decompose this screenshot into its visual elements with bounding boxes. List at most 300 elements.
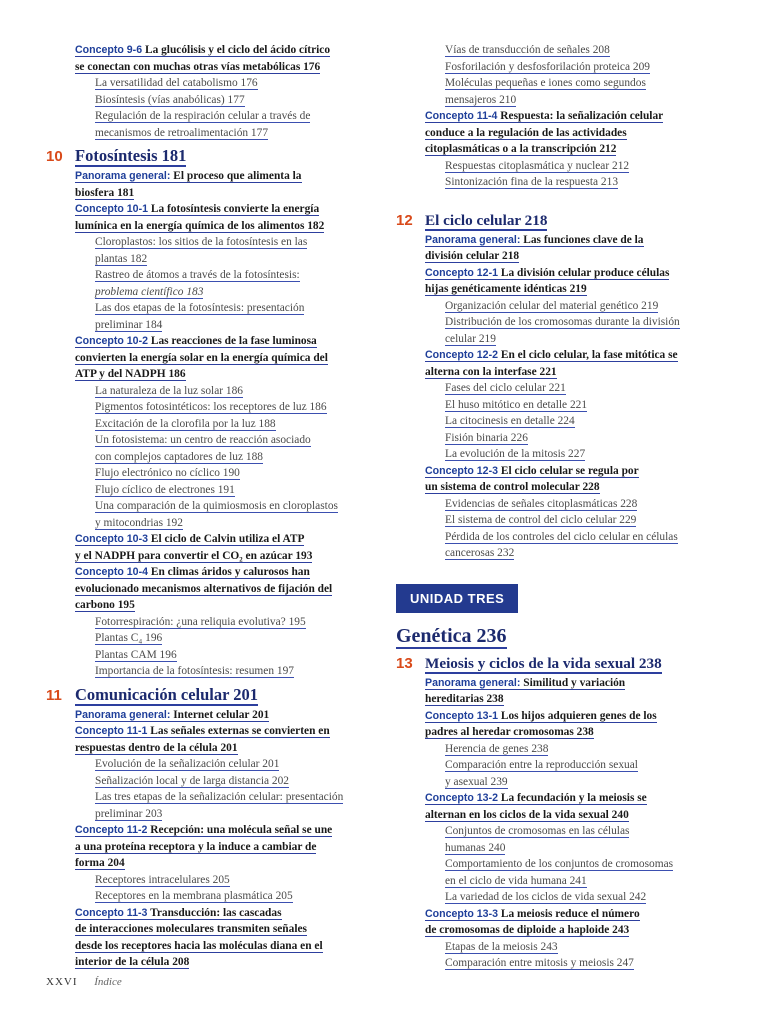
concept-text[interactable]: conduce a la regulación de las actividades xyxy=(425,126,627,139)
subtopic-link[interactable] xyxy=(95,451,263,464)
subtopic-entry-line[interactable] xyxy=(46,383,366,400)
concept-text[interactable]: ATP y del NADPH 186 xyxy=(75,368,186,380)
subtopic-entry-line[interactable] xyxy=(46,317,366,334)
subtopic-text[interactable]: Biosíntesis (vías anabólicas) 177 xyxy=(95,93,245,106)
concept-entry-line[interactable] xyxy=(396,347,716,364)
concept-text[interactable]: se conectan con muchas otras vías metabólicas 176 xyxy=(75,60,321,73)
subtopic-entry-line[interactable] xyxy=(396,446,716,463)
concept-text[interactable]: respuestas dentro de la célula 201 xyxy=(75,741,238,754)
concept-link[interactable] xyxy=(425,924,629,937)
subtopic-entry-line[interactable] xyxy=(396,840,716,857)
subtopic-text[interactable]: El huso mitótico en detalle 221 xyxy=(445,398,588,411)
concept-link[interactable] xyxy=(75,335,317,348)
subtopic-text[interactable]: La versatilidad del catabolismo 176 xyxy=(95,77,258,89)
subtopic-entry-line[interactable] xyxy=(396,873,716,890)
concept-text[interactable]: La división celular produce células xyxy=(500,266,670,279)
subtopic-link[interactable] xyxy=(445,825,629,838)
subtopic-text[interactable]: La citocinesis en detalle 224 xyxy=(445,415,575,427)
subtopic-entry-line[interactable] xyxy=(396,955,716,972)
subtopic-text[interactable]: Organización celular del material genético 219 xyxy=(445,299,659,312)
concept-link[interactable] xyxy=(425,710,657,723)
chapter-title[interactable]: Comunicación celular 201 xyxy=(75,684,259,704)
subtopic-text[interactable]: Pigmentos fotosintéticos: los receptores de luz 186 xyxy=(95,401,327,413)
concept-entry-line[interactable] xyxy=(46,740,366,757)
concept-link[interactable] xyxy=(75,368,186,381)
subtopic-entry-line[interactable] xyxy=(396,75,716,92)
concept-link[interactable] xyxy=(75,566,310,579)
subtopic-link[interactable] xyxy=(445,316,680,329)
subtopic-link[interactable] xyxy=(95,665,294,678)
subtopic-text[interactable]: Comportamiento de los conjuntos de cromosomas xyxy=(445,858,674,870)
subtopic-text[interactable]: Distribución de los cromosomas durante la división xyxy=(445,316,680,328)
concept-text[interactable]: Similitud y variación xyxy=(523,676,626,689)
subtopic-link[interactable] xyxy=(95,286,203,299)
concept-label[interactable]: Concepto 11-1 xyxy=(75,725,148,737)
subtopic-link[interactable] xyxy=(95,269,300,282)
subtopic-link[interactable] xyxy=(95,418,276,431)
concept-text[interactable]: alternan en los ciclos de la vida sexual 240 xyxy=(425,808,629,821)
subtopic-link[interactable] xyxy=(445,776,508,789)
subtopic-text[interactable]: Las tres etapas de la señalización celular: presentación xyxy=(95,791,344,803)
subtopic-link[interactable] xyxy=(445,547,514,560)
concept-text[interactable]: forma 204 xyxy=(75,857,125,869)
chapter-heading[interactable] xyxy=(396,652,716,675)
concept-entry-line[interactable] xyxy=(396,281,716,298)
chapter-heading[interactable] xyxy=(46,684,366,707)
subtopic-link[interactable] xyxy=(445,44,610,57)
concept-link[interactable] xyxy=(425,693,504,706)
concept-entry-line[interactable] xyxy=(46,954,366,971)
concept-label[interactable]: Concepto 12-2 xyxy=(425,349,498,361)
concept-label[interactable]: Panorama general: xyxy=(425,676,521,689)
concept-entry-line[interactable] xyxy=(46,366,366,383)
subtopic-text[interactable]: en el ciclo de vida humana 241 xyxy=(445,874,587,887)
subtopic-text[interactable]: Respuestas citoplasmática y nuclear 212 xyxy=(445,159,630,172)
concept-text[interactable]: El ciclo de Calvin utiliza el ATP xyxy=(150,533,305,545)
concept-text[interactable]: lumínica en la energía química de los alimentos 182 xyxy=(75,219,325,232)
subtopic-text[interactable]: Pérdida de los controles del ciclo celular en células xyxy=(445,530,678,543)
concept-link[interactable] xyxy=(75,533,304,546)
concept-text[interactable]: y el NADPH para convertir el CO₂ en azúcar 193 xyxy=(75,549,313,562)
concept-link[interactable] xyxy=(75,841,316,854)
chapter-title[interactable]: Fotosíntesis 181 xyxy=(75,146,187,165)
chapter-heading[interactable] xyxy=(46,145,366,168)
concept-label[interactable]: Concepto 10-3 xyxy=(75,533,148,545)
subtopic-entry-line[interactable] xyxy=(46,756,366,773)
subtopic-text[interactable]: Importancia de la fotosíntesis: resumen 197 xyxy=(95,665,294,677)
concept-entry-line[interactable] xyxy=(396,479,716,496)
subtopic-text[interactable]: problema científico 183 xyxy=(95,285,204,298)
subtopic-link[interactable] xyxy=(95,253,147,266)
subtopic-text[interactable]: cancerosas 232 xyxy=(445,547,515,559)
subtopic-entry-line[interactable] xyxy=(46,614,366,631)
concept-text[interactable]: El proceso que alimenta la xyxy=(173,170,302,182)
subtopic-entry-line[interactable] xyxy=(396,59,716,76)
subtopic-entry-line[interactable] xyxy=(46,125,366,142)
concept-link[interactable] xyxy=(75,61,320,74)
concept-entry-line[interactable] xyxy=(46,531,366,548)
subtopic-text[interactable]: Conjuntos de cromosomas en las células xyxy=(445,825,630,837)
concept-label[interactable]: Concepto 10-2 xyxy=(75,335,148,347)
concept-text[interactable]: convierten la energía solar en la energía química del xyxy=(75,351,328,364)
concept-label[interactable]: Concepto 13-2 xyxy=(425,792,498,804)
subtopic-link[interactable] xyxy=(445,77,646,90)
subtopic-text[interactable]: Fosforilación y desfosforilación proteica 209 xyxy=(445,60,650,73)
subtopic-entry-line[interactable] xyxy=(396,757,716,774)
subtopic-entry-line[interactable] xyxy=(46,108,366,125)
concept-entry-line[interactable] xyxy=(396,790,716,807)
subtopic-text[interactable]: Etapas de la meiosis 243 xyxy=(445,940,558,953)
concept-entry-line[interactable] xyxy=(396,807,716,824)
subtopic-link[interactable] xyxy=(95,434,311,447)
concept-link[interactable] xyxy=(75,824,332,837)
concept-label[interactable]: Panorama general: xyxy=(75,170,171,182)
subtopic-link[interactable] xyxy=(95,302,304,315)
concept-entry-line[interactable] xyxy=(396,248,716,265)
concept-entry-line[interactable] xyxy=(46,59,366,76)
concept-link[interactable] xyxy=(75,220,324,233)
subtopic-entry-line[interactable] xyxy=(396,774,716,791)
concept-entry-line[interactable] xyxy=(46,185,366,202)
subtopic-entry-line[interactable] xyxy=(46,789,366,806)
subtopic-text[interactable]: Las dos etapas de la fotosíntesis: presentación xyxy=(95,302,305,314)
subtopic-entry-line[interactable] xyxy=(46,773,366,790)
concept-label[interactable]: Concepto 11-2 xyxy=(75,824,148,836)
subtopic-link[interactable] xyxy=(445,448,585,461)
subtopic-entry-line[interactable] xyxy=(46,251,366,268)
concept-link[interactable] xyxy=(75,923,307,936)
subtopic-entry-line[interactable] xyxy=(46,630,366,647)
subtopic-text[interactable]: Sintonización fina de la respuesta 213 xyxy=(445,176,619,188)
subtopic-link[interactable] xyxy=(95,484,235,497)
concept-link[interactable] xyxy=(75,599,135,612)
concept-entry-line[interactable] xyxy=(46,597,366,614)
concept-entry-line[interactable] xyxy=(396,724,716,741)
subtopic-link[interactable] xyxy=(95,890,293,903)
concept-link[interactable] xyxy=(75,352,328,365)
concept-link[interactable] xyxy=(75,857,125,870)
concept-text[interactable]: Las reacciones de la fase luminosa xyxy=(150,335,317,347)
subtopic-text[interactable]: El sistema de control del ciclo celular 229 xyxy=(445,514,637,526)
concept-label[interactable]: Concepto 12-1 xyxy=(425,266,498,279)
chapter-title[interactable]: Meiosis y ciclos de la vida sexual 238 xyxy=(425,654,662,672)
concept-text[interactable]: padres al heredar cromosomas 238 xyxy=(425,726,594,738)
subtopic-link[interactable] xyxy=(95,77,258,90)
subtopic-text[interactable]: Excitación de la clorofila por la luz 188 xyxy=(95,417,276,430)
subtopic-text[interactable]: Fotorrespiración: ¿una reliquia evolutiva? 195 xyxy=(95,615,306,628)
subtopic-entry-line[interactable] xyxy=(396,174,716,191)
subtopic-entry-line[interactable] xyxy=(46,806,366,823)
subtopic-entry-line[interactable] xyxy=(396,331,716,348)
concept-label[interactable]: Concepto 13-1 xyxy=(425,709,498,722)
subtopic-text[interactable]: Vías de transducción de señales 208 xyxy=(445,44,610,56)
subtopic-link[interactable] xyxy=(445,842,505,855)
subtopic-link[interactable] xyxy=(445,957,634,970)
concept-entry-line[interactable] xyxy=(396,108,716,125)
subtopic-entry-line[interactable] xyxy=(46,888,366,905)
subtopic-entry-line[interactable] xyxy=(46,284,366,301)
concept-text[interactable]: un sistema de control molecular 228 xyxy=(425,481,600,493)
subtopic-link[interactable] xyxy=(95,874,230,887)
subtopic-entry-line[interactable] xyxy=(396,380,716,397)
subtopic-entry-line[interactable] xyxy=(396,512,716,529)
subtopic-link[interactable] xyxy=(445,300,658,313)
subtopic-entry-line[interactable] xyxy=(396,314,716,331)
subtopic-entry-line[interactable] xyxy=(46,515,366,532)
subtopic-text[interactable]: con complejos captadores de luz 188 xyxy=(95,450,263,463)
concept-entry-line[interactable] xyxy=(46,839,366,856)
concept-text[interactable]: En el ciclo celular, la fase mitótica se xyxy=(500,349,678,361)
subtopic-link[interactable] xyxy=(445,160,629,173)
subtopic-link[interactable] xyxy=(95,319,162,332)
concept-entry-line[interactable] xyxy=(396,675,716,692)
subtopic-entry-line[interactable] xyxy=(46,482,366,499)
subtopic-entry-line[interactable] xyxy=(396,42,716,59)
concept-label[interactable]: Concepto 13-3 xyxy=(425,907,498,920)
concept-link[interactable] xyxy=(425,908,640,921)
subtopic-link[interactable] xyxy=(95,758,279,771)
concept-text[interactable]: La fecundación y la meiosis se xyxy=(500,792,647,804)
concept-text[interactable]: Las funciones clave de la xyxy=(523,233,644,246)
concept-entry-line[interactable] xyxy=(46,707,366,724)
subtopic-entry-line[interactable] xyxy=(396,158,716,175)
subtopic-link[interactable] xyxy=(95,775,289,788)
subtopic-entry-line[interactable] xyxy=(46,449,366,466)
subtopic-link[interactable] xyxy=(95,632,162,645)
concept-entry-line[interactable] xyxy=(46,921,366,938)
concept-entry-line[interactable] xyxy=(46,333,366,350)
subtopic-entry-line[interactable] xyxy=(46,872,366,889)
subtopic-link[interactable] xyxy=(445,498,637,511)
subtopic-link[interactable] xyxy=(95,110,310,123)
concept-entry-line[interactable] xyxy=(46,564,366,581)
concept-text[interactable]: desde los receptores hacia las moléculas diana en el xyxy=(75,939,323,952)
subtopic-text[interactable]: Regulación de la respiración celular a través de xyxy=(95,110,311,122)
concept-entry-line[interactable] xyxy=(396,906,716,923)
concept-text[interactable]: citoplasmáticas o a la transcripción 212 xyxy=(425,143,617,155)
subtopic-link[interactable] xyxy=(95,467,240,480)
concept-entry-line[interactable] xyxy=(46,42,366,59)
subtopic-entry-line[interactable] xyxy=(46,267,366,284)
concept-link[interactable] xyxy=(425,250,519,263)
concept-link[interactable] xyxy=(425,234,644,247)
subtopic-text[interactable]: Fases del ciclo celular 221 xyxy=(445,382,566,394)
subtopic-entry-line[interactable] xyxy=(396,413,716,430)
subtopic-entry-line[interactable] xyxy=(396,298,716,315)
concept-label[interactable]: Concepto 9-6 xyxy=(75,44,143,56)
subtopic-link[interactable] xyxy=(445,94,516,107)
chapter-heading[interactable] xyxy=(396,209,716,232)
subtopic-link[interactable] xyxy=(445,531,678,544)
subtopic-entry-line[interactable] xyxy=(46,432,366,449)
concept-entry-line[interactable] xyxy=(46,822,366,839)
concept-label[interactable]: Panorama general: xyxy=(75,708,171,721)
subtopic-text[interactable]: plantas 182 xyxy=(95,252,148,265)
concept-entry-line[interactable] xyxy=(46,350,366,367)
subtopic-text[interactable]: preliminar 184 xyxy=(95,318,163,331)
concept-entry-line[interactable] xyxy=(396,922,716,939)
concept-link[interactable] xyxy=(75,550,312,563)
concept-link[interactable] xyxy=(75,956,189,969)
concept-text[interactable]: alterna con la interfase 221 xyxy=(425,365,557,378)
subtopic-link[interactable] xyxy=(445,61,650,74)
concept-entry-line[interactable] xyxy=(46,855,366,872)
concept-label[interactable]: Concepto 12-3 xyxy=(425,464,498,477)
subtopic-text[interactable]: Una comparación de la quimiosmosis en cloroplastos xyxy=(95,500,338,512)
concept-link[interactable] xyxy=(425,127,627,140)
concept-entry-line[interactable] xyxy=(46,905,366,922)
subtopic-text[interactable]: Receptores intracelulares 205 xyxy=(95,873,230,886)
subtopic-text[interactable]: y mitocondrias 192 xyxy=(95,516,183,529)
subtopic-link[interactable] xyxy=(95,616,306,629)
subtopic-link[interactable] xyxy=(445,399,587,412)
subtopic-entry-line[interactable] xyxy=(396,397,716,414)
concept-text[interactable]: hereditarias 238 xyxy=(425,693,504,705)
concept-label[interactable]: Concepto 10-4 xyxy=(75,566,148,578)
subtopic-link[interactable] xyxy=(95,500,338,513)
subtopic-entry-line[interactable] xyxy=(396,741,716,758)
subtopic-text[interactable]: Cloroplastos: los sitios de la fotosíntesis en las xyxy=(95,236,308,248)
concept-link[interactable] xyxy=(425,809,629,822)
concept-link[interactable] xyxy=(75,742,238,755)
subtopic-text[interactable]: Un fotosistema: un centro de reacción asociado xyxy=(95,434,311,446)
subtopic-link[interactable] xyxy=(95,517,183,530)
subtopic-entry-line[interactable] xyxy=(46,234,366,251)
concept-label[interactable]: Concepto 11-4 xyxy=(425,110,498,122)
concept-text[interactable]: biosfera 181 xyxy=(75,186,135,199)
subtopic-text[interactable]: La naturaleza de la luz solar 186 xyxy=(95,384,244,397)
concept-link[interactable] xyxy=(425,366,557,379)
concept-link[interactable] xyxy=(75,44,330,57)
subtopic-text[interactable]: La variedad de los ciclos de vida sexual 242 xyxy=(445,891,647,903)
subtopic-text[interactable]: mecanismos de retroalimentación 177 xyxy=(95,126,269,139)
subtopic-link[interactable] xyxy=(95,808,162,821)
concept-link[interactable] xyxy=(75,907,282,920)
subtopic-text[interactable]: Fisión binaria 226 xyxy=(445,431,528,444)
subtopic-text[interactable]: preliminar 203 xyxy=(95,807,163,820)
concept-label[interactable]: Concepto 11-3 xyxy=(75,906,148,919)
subtopic-text[interactable]: Señalización local y de larga distancia 202 xyxy=(95,774,289,787)
subtopic-link[interactable] xyxy=(95,385,243,398)
subtopic-link[interactable] xyxy=(445,333,496,346)
subtopic-entry-line[interactable] xyxy=(396,545,716,562)
concept-text[interactable]: de interacciones moleculares transmiten señales xyxy=(75,923,307,935)
concept-text[interactable]: La meiosis reduce el número xyxy=(500,907,640,920)
concept-entry-line[interactable] xyxy=(396,125,716,142)
subtopic-link[interactable] xyxy=(445,891,646,904)
subtopic-entry-line[interactable] xyxy=(46,92,366,109)
subtopic-text[interactable]: Rastreo de átomos a través de la fotosíntesis: xyxy=(95,269,300,281)
subtopic-entry-line[interactable] xyxy=(396,529,716,546)
subtopic-text[interactable]: Comparación entre la reproducción sexual xyxy=(445,759,638,771)
concept-link[interactable] xyxy=(75,170,302,183)
subtopic-entry-line[interactable] xyxy=(46,465,366,482)
concept-link[interactable] xyxy=(425,267,669,280)
subtopic-link[interactable] xyxy=(445,759,638,772)
subtopic-link[interactable] xyxy=(445,743,548,756)
concept-text[interactable]: división celular 218 xyxy=(425,250,520,262)
concept-text[interactable]: evolucionado mecanismos alternativos de fijación del xyxy=(75,582,333,595)
concept-text[interactable]: de cromosomas de diploide a haploide 243 xyxy=(425,924,630,936)
concept-label[interactable]: Concepto 10-1 xyxy=(75,203,148,215)
concept-text[interactable]: La fotosíntesis convierte la energía xyxy=(150,203,320,215)
concept-text[interactable]: La glucólisis y el ciclo del ácido cítrico xyxy=(144,44,331,56)
subtopic-entry-line[interactable] xyxy=(396,939,716,956)
subtopic-text[interactable]: celular 219 xyxy=(445,332,496,345)
subtopic-link[interactable] xyxy=(445,382,566,395)
subtopic-text[interactable]: Herencia de genes 238 xyxy=(445,742,549,755)
subtopic-text[interactable]: Evidencias de señales citoplasmáticas 228 xyxy=(445,497,638,510)
subtopic-text[interactable]: La evolución de la mitosis 227 xyxy=(445,448,586,460)
concept-entry-line[interactable] xyxy=(396,232,716,249)
concept-entry-line[interactable] xyxy=(396,141,716,158)
subtopic-link[interactable] xyxy=(95,401,327,414)
concept-entry-line[interactable] xyxy=(46,548,366,565)
subtopic-entry-line[interactable] xyxy=(46,416,366,433)
concept-text[interactable]: Recepción: una molécula señal se une xyxy=(150,824,333,836)
subtopic-entry-line[interactable] xyxy=(396,889,716,906)
concept-link[interactable] xyxy=(425,481,600,494)
concept-entry-line[interactable] xyxy=(396,691,716,708)
subtopic-text[interactable]: y asexual 239 xyxy=(445,775,508,788)
subtopic-link[interactable] xyxy=(95,127,268,140)
concept-text[interactable]: carbono 195 xyxy=(75,599,135,611)
subtopic-entry-line[interactable] xyxy=(396,92,716,109)
subtopic-text[interactable]: Receptores en la membrana plasmática 205 xyxy=(95,890,293,902)
subtopic-link[interactable] xyxy=(95,94,245,107)
subtopic-link[interactable] xyxy=(95,649,177,662)
subtopic-entry-line[interactable] xyxy=(46,399,366,416)
concept-label[interactable]: Panorama general: xyxy=(425,233,521,246)
subtopic-text[interactable]: Plantas C₄ 196 xyxy=(95,632,163,644)
concept-entry-line[interactable] xyxy=(396,708,716,725)
subtopic-entry-line[interactable] xyxy=(396,430,716,447)
concept-link[interactable] xyxy=(425,792,647,805)
subtopic-link[interactable] xyxy=(95,236,307,249)
concept-link[interactable] xyxy=(425,283,587,296)
concept-link[interactable] xyxy=(425,349,678,362)
concept-text[interactable]: interior de la célula 208 xyxy=(75,956,190,968)
subtopic-entry-line[interactable] xyxy=(396,856,716,873)
concept-text[interactable]: a una proteína receptora y la induce a cambiar de xyxy=(75,840,317,853)
concept-text[interactable]: En climas áridos y calurosos han xyxy=(150,566,310,578)
concept-link[interactable] xyxy=(75,203,319,216)
concept-text[interactable]: Transducción: las cascadas xyxy=(150,906,282,919)
subtopic-link[interactable] xyxy=(445,176,618,189)
concept-link[interactable] xyxy=(425,677,625,690)
concept-entry-line[interactable] xyxy=(46,581,366,598)
concept-text[interactable]: hijas genéticamente idénticas 219 xyxy=(425,283,587,295)
concept-text[interactable]: El ciclo celular se regula por xyxy=(500,464,639,477)
concept-entry-line[interactable] xyxy=(396,364,716,381)
concept-entry-line[interactable] xyxy=(396,463,716,480)
concept-entry-line[interactable] xyxy=(46,168,366,185)
concept-entry-line[interactable] xyxy=(396,265,716,282)
subtopic-link[interactable] xyxy=(445,858,673,871)
subtopic-link[interactable] xyxy=(95,791,343,804)
subtopic-text[interactable]: Plantas CAM 196 xyxy=(95,648,177,661)
concept-entry-line[interactable] xyxy=(46,938,366,955)
subtopic-entry-line[interactable] xyxy=(46,75,366,92)
concept-text[interactable]: Internet celular 201 xyxy=(173,708,270,721)
subtopic-text[interactable]: Moléculas pequeñas e iones como segundos xyxy=(445,77,646,89)
concept-entry-line[interactable] xyxy=(46,201,366,218)
subtopic-entry-line[interactable] xyxy=(46,663,366,680)
subtopic-text[interactable]: Flujo electrónico no cíclico 190 xyxy=(95,467,240,479)
concept-text[interactable]: Las señales externas se convierten en xyxy=(150,725,330,737)
subtopic-text[interactable]: humanas 240 xyxy=(445,841,506,854)
subtopic-text[interactable]: Flujo cíclico de electrones 191 xyxy=(95,483,235,496)
